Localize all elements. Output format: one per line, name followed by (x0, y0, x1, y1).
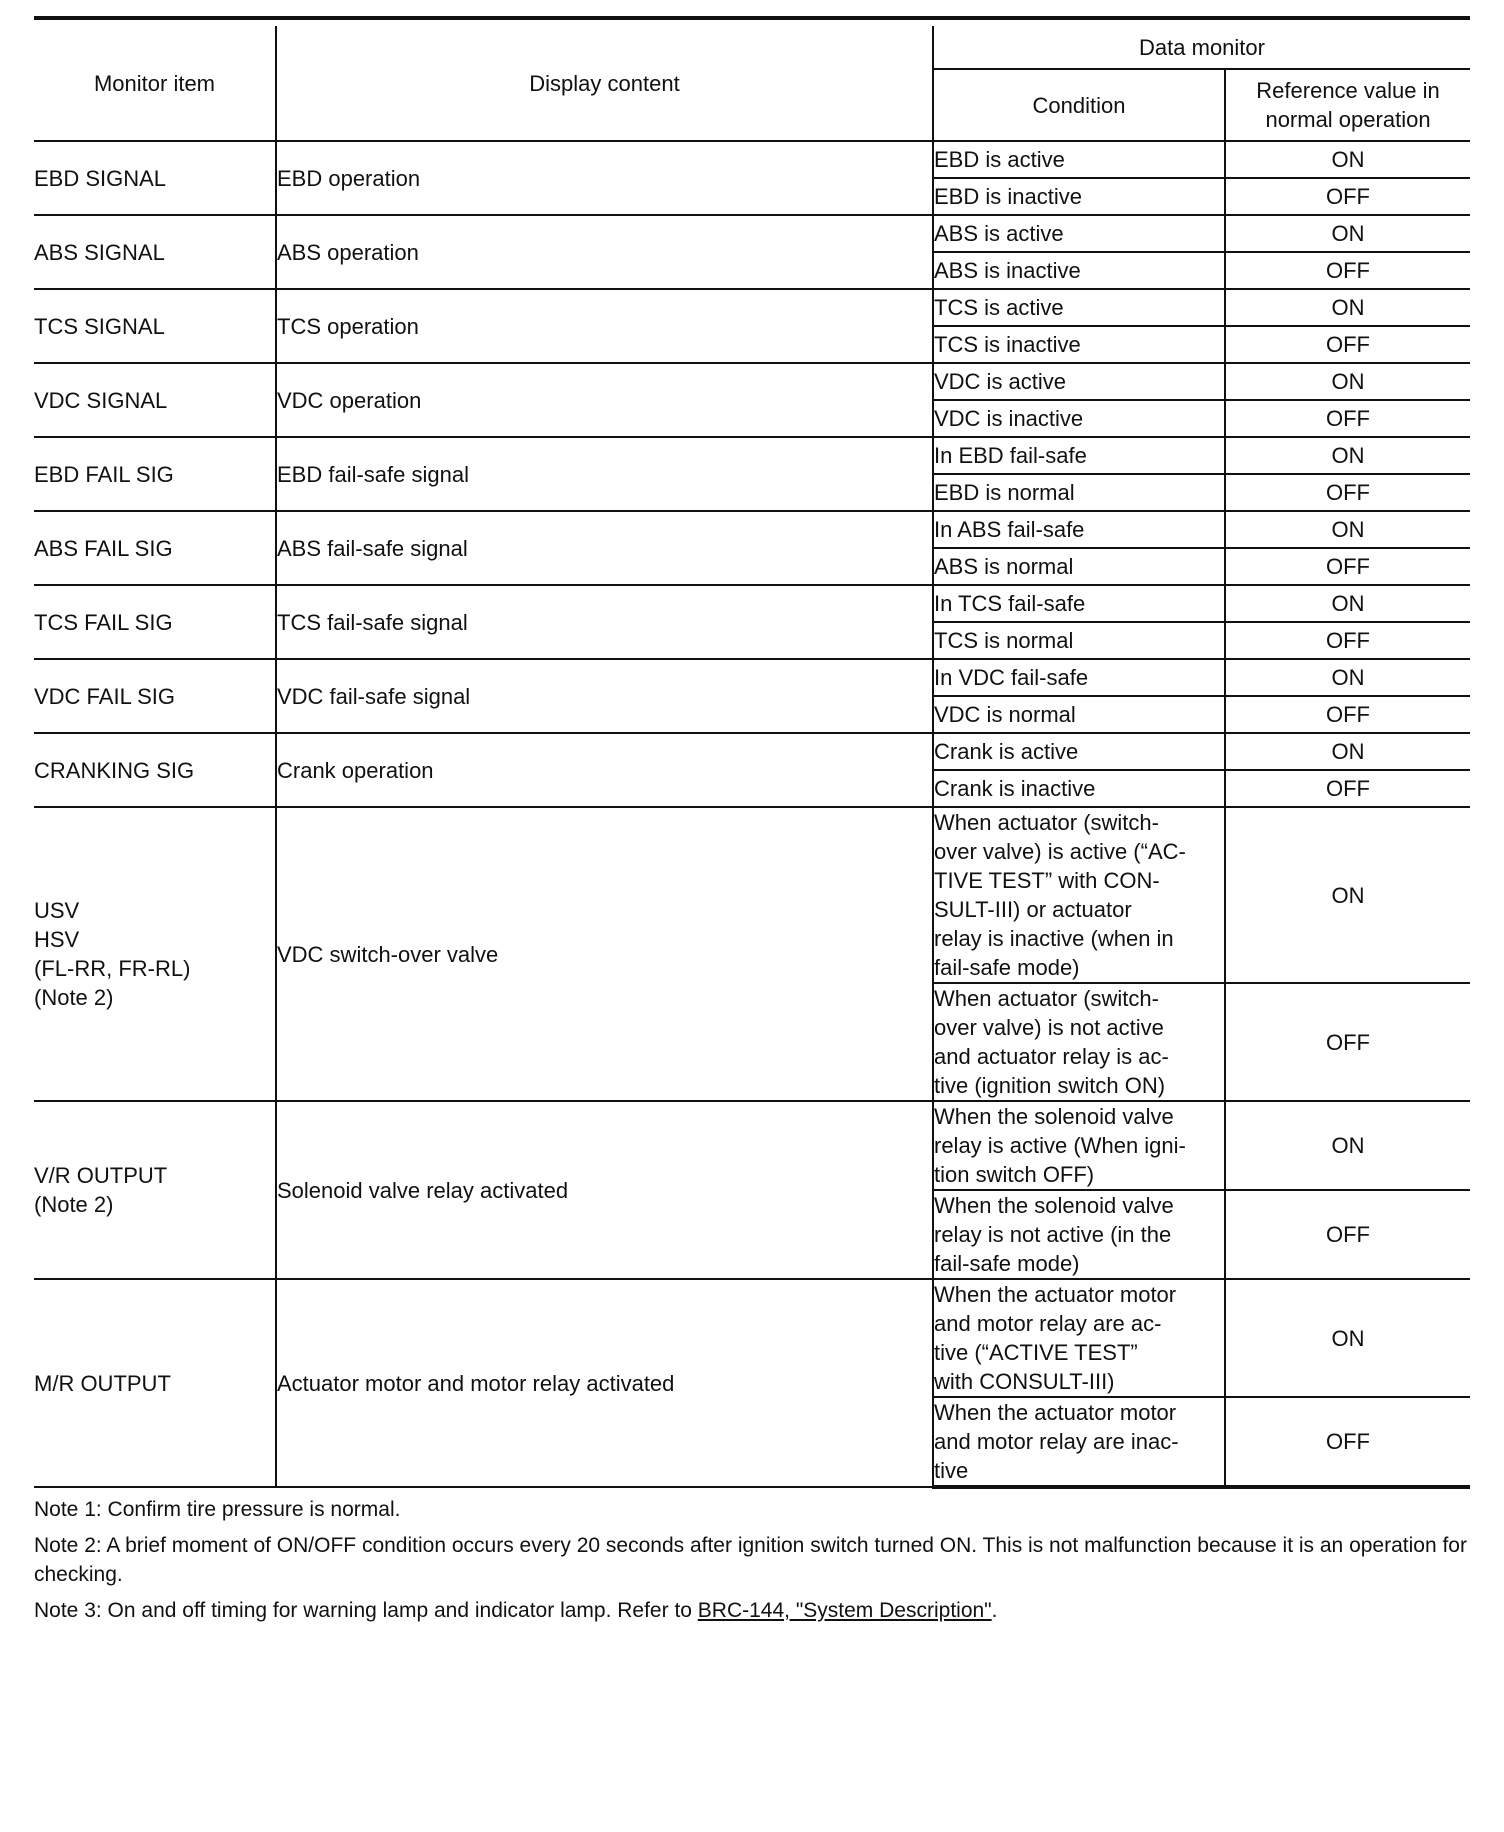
condition-cell: ABS is active (933, 215, 1225, 252)
condition-cell: VDC is active (933, 363, 1225, 400)
reference-value-cell: ON (1225, 437, 1470, 474)
table-row (34, 1279, 1470, 1397)
note-3-text: Note 3: On and off timing for warning lamp and indicator lamp. Refer to (34, 1599, 698, 1622)
header-monitor-item: Monitor item (34, 26, 276, 141)
condition-cell: TCS is normal (933, 622, 1225, 659)
note-1: Note 1: Confirm tire pressure is normal. (34, 1498, 401, 1521)
header-display-content: Display content (276, 26, 933, 141)
reference-value-cell: OFF (1225, 474, 1470, 511)
monitor-item-cell: M/R OUTPUT (34, 1279, 276, 1487)
condition-cell: In TCS fail-safe (933, 585, 1225, 622)
reference-value-cell: OFF (1225, 326, 1470, 363)
reference-value-cell: OFF (1225, 548, 1470, 585)
reference-value-cell: OFF (1225, 178, 1470, 215)
condition-cell: VDC is inactive (933, 400, 1225, 437)
reference-value-cell: ON (1225, 659, 1470, 696)
reference-value-cell: ON (1225, 1279, 1470, 1397)
monitor-item-cell: TCS SIGNAL (34, 289, 276, 363)
condition-cell: ABS is inactive (933, 252, 1225, 289)
condition-cell: When the solenoid valve relay is active (When igni- tion switch OFF) (933, 1101, 1225, 1190)
table-row (34, 437, 1470, 474)
display-content-cell: VDC switch-over valve (276, 807, 933, 1101)
note-2: Note 2: A brief moment of ON/OFF condition occurs every 20 seconds after ignition switch turned ON. This is not malfunction because it is an operation for checking. (34, 1534, 1467, 1586)
monitor-item-cell: ABS SIGNAL (34, 215, 276, 289)
header-condition: Condition (933, 69, 1225, 141)
reference-value-cell: ON (1225, 1101, 1470, 1190)
condition-cell: In ABS fail-safe (933, 511, 1225, 548)
condition-cell: TCS is active (933, 289, 1225, 326)
monitor-item-cell: ABS FAIL SIG (34, 511, 276, 585)
reference-value-cell: OFF (1225, 252, 1470, 289)
display-content-cell: Solenoid valve relay activated (276, 1101, 933, 1279)
condition-cell: When the actuator motor and motor relay are ac- tive (“ACTIVE TEST” with CONSULT-III) (933, 1279, 1225, 1397)
reference-value-cell: ON (1225, 511, 1470, 548)
monitor-item-cell: VDC FAIL SIG (34, 659, 276, 733)
display-content-cell: VDC fail-safe signal (276, 659, 933, 733)
condition-cell: VDC is normal (933, 696, 1225, 733)
reference-value-cell: OFF (1225, 696, 1470, 733)
monitor-item-cell: EBD SIGNAL (34, 141, 276, 215)
display-content-cell: Crank operation (276, 733, 933, 807)
monitor-item-cell: V/R OUTPUT (Note 2) (34, 1101, 276, 1279)
monitor-item-cell: EBD FAIL SIG (34, 437, 276, 511)
condition-cell: In EBD fail-safe (933, 437, 1225, 474)
reference-value-cell: ON (1225, 807, 1470, 983)
reference-value-cell: ON (1225, 289, 1470, 326)
reference-value-cell: ON (1225, 141, 1470, 178)
condition-cell: When the solenoid valve relay is not active (in the fail-safe mode) (933, 1190, 1225, 1279)
condition-cell: EBD is active (933, 141, 1225, 178)
display-content-cell: ABS fail-safe signal (276, 511, 933, 585)
condition-cell: EBD is normal (933, 474, 1225, 511)
table-row (34, 215, 1470, 252)
display-content-cell: Actuator motor and motor relay activated (276, 1279, 933, 1487)
table-row (34, 733, 1470, 770)
table-row (34, 659, 1470, 696)
table-row (34, 511, 1470, 548)
condition-cell: Crank is active (933, 733, 1225, 770)
monitor-item-cell: CRANKING SIG (34, 733, 276, 807)
header-data-monitor: Data monitor (933, 26, 1470, 69)
table-row (34, 141, 1470, 178)
reference-value-cell: ON (1225, 215, 1470, 252)
note-3 (34, 1596, 1470, 1625)
monitor-item-cell: TCS FAIL SIG (34, 585, 276, 659)
note-3-link[interactable]: BRC-144, "System Description" (697, 1599, 992, 1622)
condition-cell: In VDC fail-safe (933, 659, 1225, 696)
monitor-item-cell: VDC SIGNAL (34, 363, 276, 437)
reference-value-cell: OFF (1225, 622, 1470, 659)
table-row (34, 1101, 1470, 1190)
display-content-cell: EBD operation (276, 141, 933, 215)
notes-section (34, 1495, 1470, 1625)
table-row (34, 585, 1470, 622)
display-content-cell: ABS operation (276, 215, 933, 289)
display-content-cell: TCS operation (276, 289, 933, 363)
monitor-item-cell: USV HSV (FL-RR, FR-RL) (Note 2) (34, 807, 276, 1101)
display-content-cell: VDC operation (276, 363, 933, 437)
condition-cell: EBD is inactive (933, 178, 1225, 215)
reference-value-cell: ON (1225, 585, 1470, 622)
reference-value-cell: OFF (1225, 983, 1470, 1101)
condition-cell: When actuator (switch- over valve) is active (“AC- TIVE TEST” with CON- SULT-III) or actuator relay is inactive (when in fail-safe mode) (933, 807, 1225, 983)
condition-cell: TCS is inactive (933, 326, 1225, 363)
condition-cell: Crank is inactive (933, 770, 1225, 807)
table-row (34, 807, 1470, 983)
table-row (34, 289, 1470, 326)
reference-value-cell: OFF (1225, 1190, 1470, 1279)
monitor-table (34, 26, 1470, 1489)
reference-value-cell: ON (1225, 363, 1470, 400)
display-content-cell: TCS fail-safe signal (276, 585, 933, 659)
condition-cell: When the actuator motor and motor relay are inac- tive (933, 1397, 1225, 1487)
top-rule (34, 16, 1470, 20)
reference-value-cell: OFF (1225, 770, 1470, 807)
condition-cell: ABS is normal (933, 548, 1225, 585)
reference-value-cell: OFF (1225, 400, 1470, 437)
document-page (34, 16, 1470, 1632)
reference-value-cell: OFF (1225, 1397, 1470, 1487)
condition-cell: When actuator (switch- over valve) is not active and actuator relay is ac- tive (ignition switch ON) (933, 983, 1225, 1101)
reference-value-cell: ON (1225, 733, 1470, 770)
note-3-suffix: . (991, 1599, 998, 1622)
display-content-cell: EBD fail-safe signal (276, 437, 933, 511)
table-row (34, 363, 1470, 400)
header-reference-value: Reference value in normal operation (1225, 69, 1470, 141)
table-body (34, 141, 1470, 1487)
